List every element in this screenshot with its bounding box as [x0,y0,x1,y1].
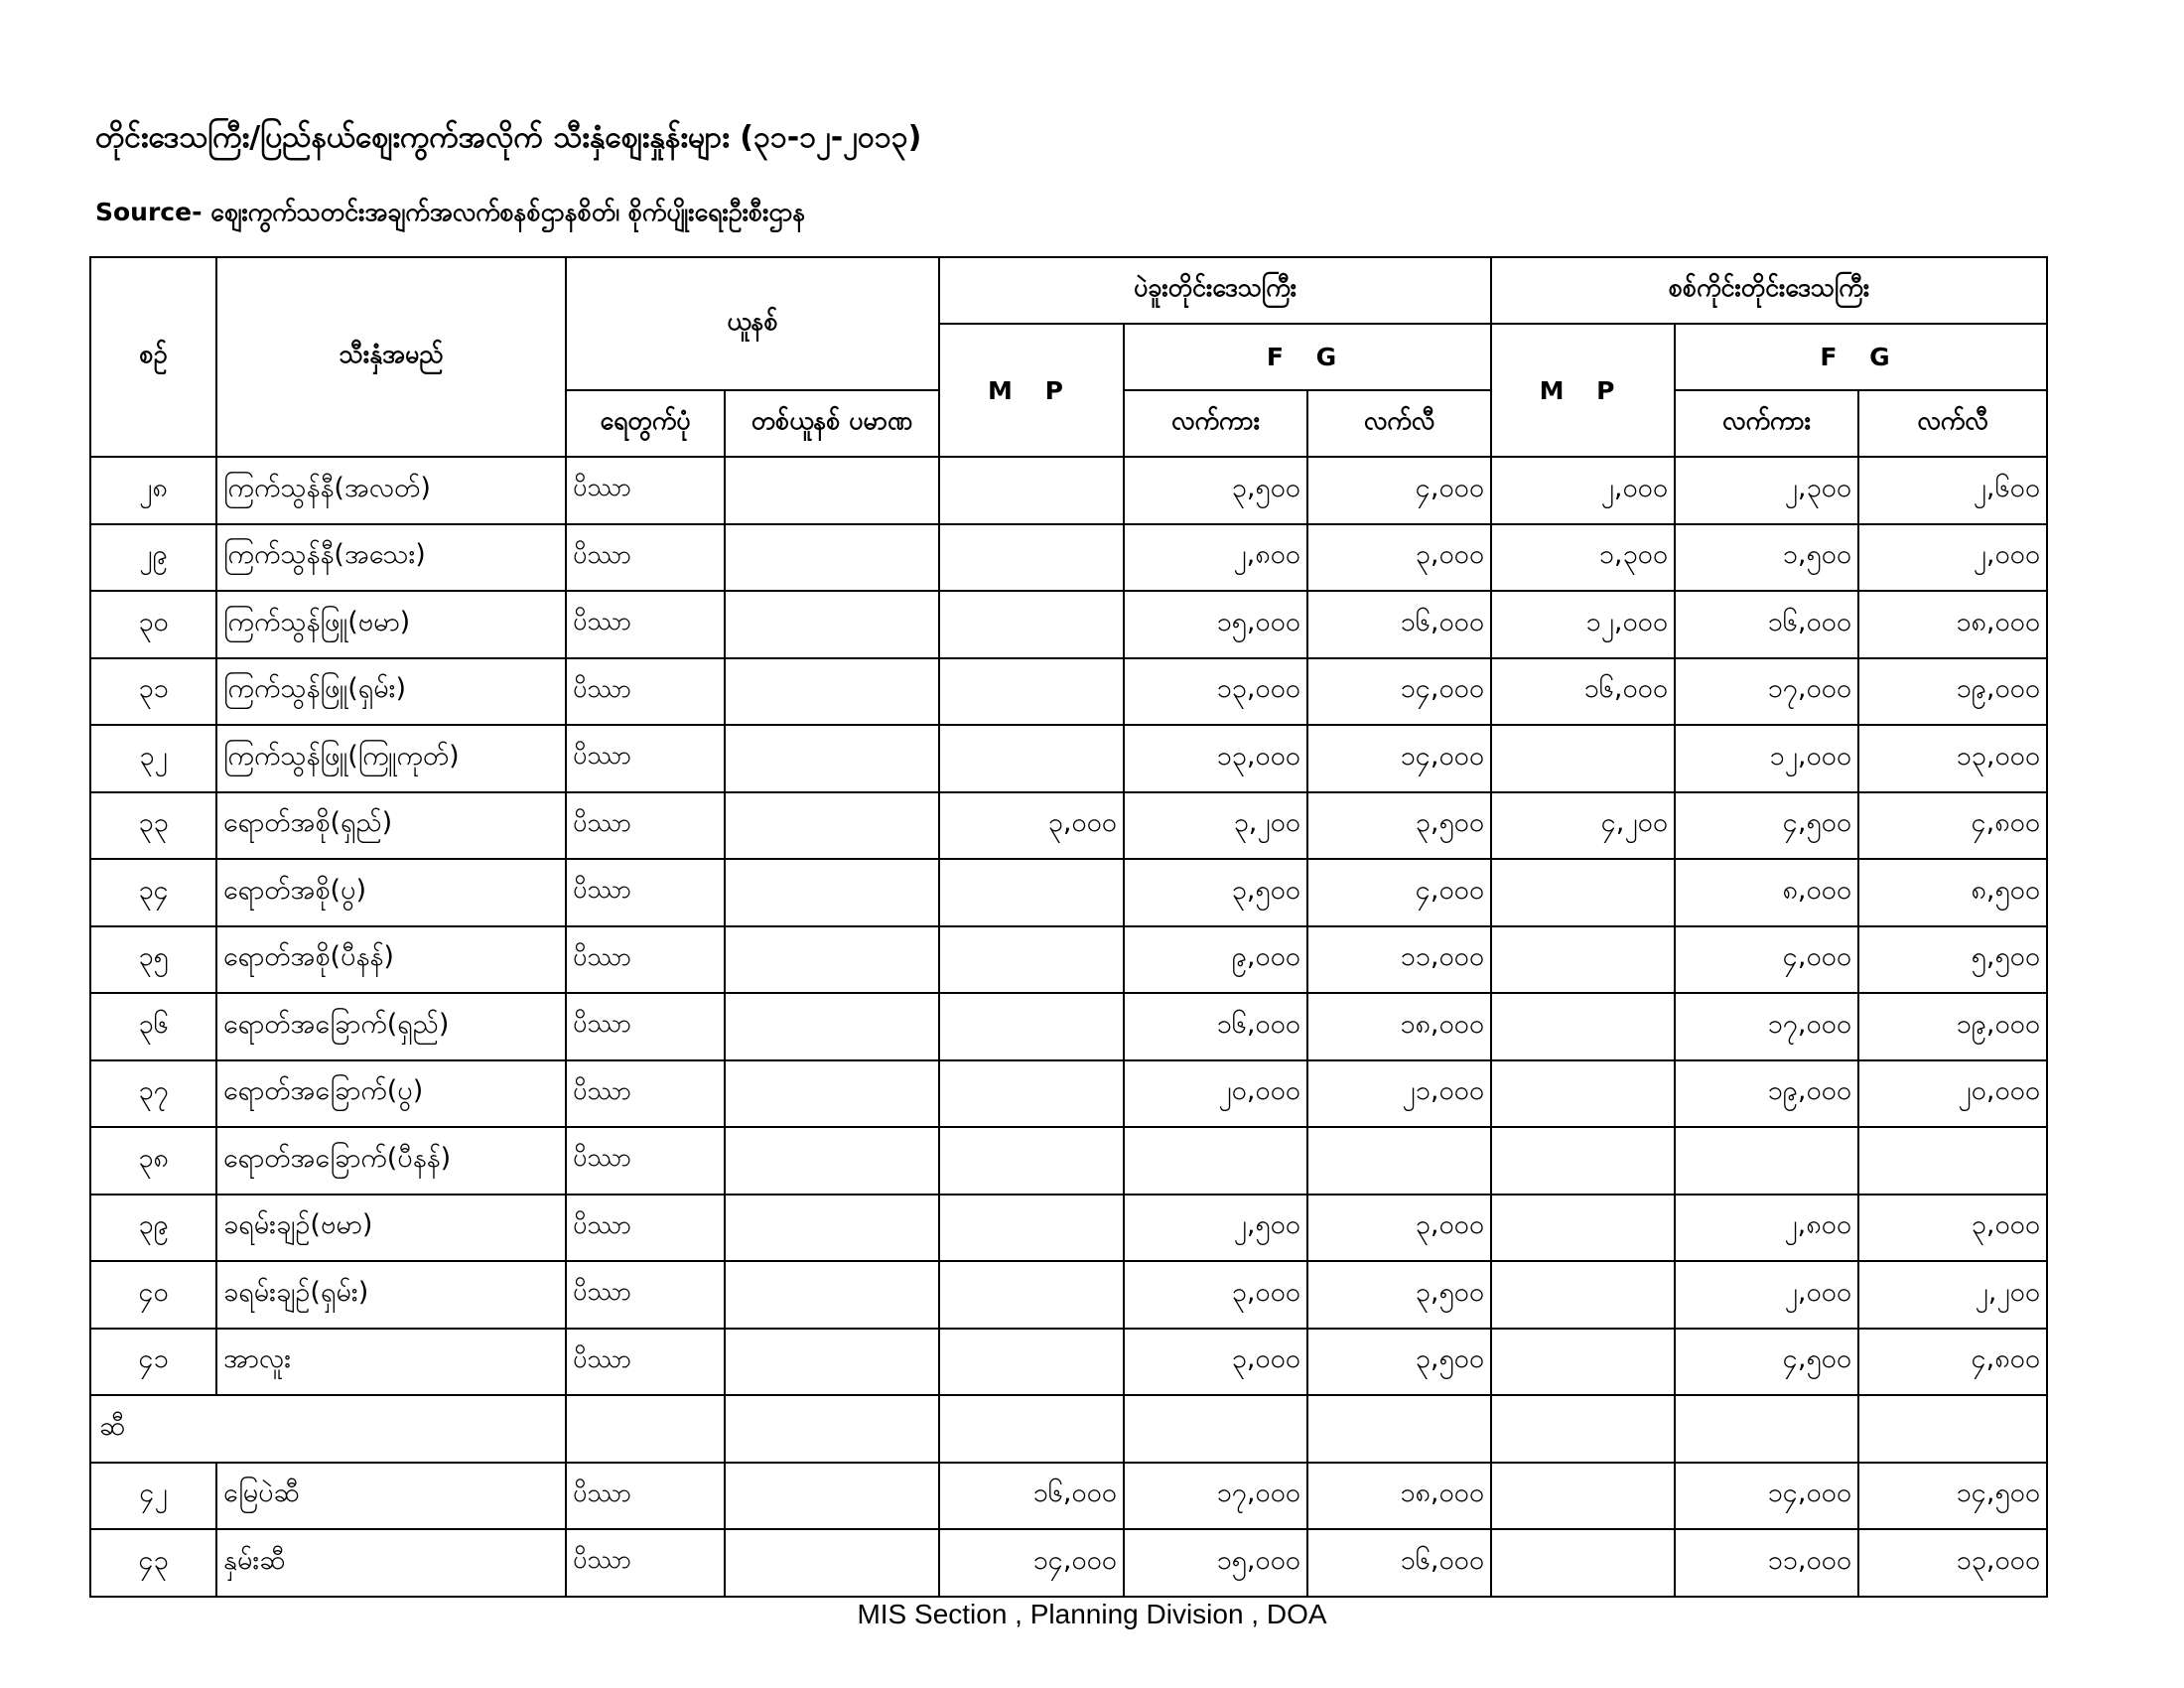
cell-sagaing-mp: ၂,၀၀၀ [1491,457,1675,524]
cell-unit-metric [725,1195,939,1262]
cell-name: ရောတ်အစို(ရှည်) [216,792,566,860]
cell-sagaing-wholesale: ၁၆,၀၀၀ [1675,591,1858,658]
cell-name: ခရမ်းချဉ်(ရှမ်း) [216,1261,566,1329]
cell-unit-metric [725,457,939,524]
section-row-oil [90,1395,2047,1463]
cell-unit-metric [725,658,939,726]
cell-unit: ပိဿာ [566,993,725,1060]
cell-no: ၄၂ [90,1463,216,1530]
table-row [90,1529,2047,1597]
cell-sagaing-retail: ၂,၀၀၀ [1858,524,2047,592]
col-header-unit-local: ရေတွက်ပုံ [566,390,725,457]
cell-sagaing-wholesale: ၈,၀၀၀ [1675,859,1858,926]
col-header-sagaing-fg: F G [1675,324,2047,390]
cell-sagaing-wholesale [1675,1127,1858,1195]
cell-bago-retail: ၁၄,၀၀၀ [1307,658,1491,726]
empty-cell [1858,1395,2047,1463]
col-header-bago-fg: F G [1124,324,1491,390]
cell-sagaing-mp [1491,725,1675,792]
cell-bago-wholesale: ၁၆,၀၀၀ [1124,993,1307,1060]
cell-name: ကြက်သွန်ဖြူ(ကြူကုတ်) [216,725,566,792]
cell-bago-retail: ၁၄,၀၀၀ [1307,725,1491,792]
cell-sagaing-retail: ၅,၅၀၀ [1858,926,2047,994]
cell-no: ၃၆ [90,993,216,1060]
cell-name: နှမ်းဆီ [216,1529,566,1597]
table-row [90,524,2047,592]
cell-bago-mp [939,591,1124,658]
cell-sagaing-retail: ၁၈,၀၀၀ [1858,591,2047,658]
cell-bago-mp: ၁၆,၀၀၀ [939,1463,1124,1530]
section-label: ဆီ [90,1395,566,1463]
cell-no: ၄၁ [90,1329,216,1396]
cell-bago-mp [939,658,1124,726]
cell-bago-retail: ၁၁,၀၀၀ [1307,926,1491,994]
cell-name: မြေပဲဆီ [216,1463,566,1530]
cell-sagaing-mp [1491,1463,1675,1530]
cell-sagaing-wholesale: ၁၇,၀၀၀ [1675,993,1858,1060]
cell-unit: ပိဿာ [566,725,725,792]
table-row [90,658,2047,726]
cell-bago-mp [939,1060,1124,1128]
table-row [90,792,2047,860]
cell-bago-wholesale: ၁၃,၀၀၀ [1124,658,1307,726]
table-row [90,1463,2047,1530]
cell-unit: ပိဿာ [566,658,725,726]
cell-unit: ပိဿာ [566,524,725,592]
cell-bago-mp [939,859,1124,926]
cell-unit: ပိဿာ [566,1060,725,1128]
cell-no: ၃၁ [90,658,216,726]
empty-cell [1124,1395,1307,1463]
cell-no: ၂၉ [90,524,216,592]
cell-sagaing-retail: ၁၃,၀၀၀ [1858,1529,2047,1597]
cell-sagaing-wholesale: ၂,၃၀၀ [1675,457,1858,524]
cell-sagaing-retail: ၂,၆၀၀ [1858,457,2047,524]
cell-sagaing-retail: ၃,၀၀၀ [1858,1195,2047,1262]
cell-no: ၃၄ [90,859,216,926]
col-header-sagaing-retail: လက်လီ [1858,390,2047,457]
cell-sagaing-wholesale: ၄,၅၀၀ [1675,1329,1858,1396]
cell-bago-retail: ၄,၀၀၀ [1307,457,1491,524]
col-header-sagaing-mp: M P [1491,324,1675,457]
cell-bago-wholesale: ၂၀,၀၀၀ [1124,1060,1307,1128]
cell-sagaing-wholesale: ၄,၀၀၀ [1675,926,1858,994]
cell-sagaing-mp [1491,993,1675,1060]
col-header-region-bago: ပဲခူးတိုင်းဒေသကြီး [939,257,1491,324]
table-row [90,1127,2047,1195]
cell-bago-mp [939,993,1124,1060]
col-header-bago-retail: လက်လီ [1307,390,1491,457]
cell-name: ရောတ်အခြောက်(ပီနန်) [216,1127,566,1195]
cell-bago-retail: ၂၁,၀၀၀ [1307,1060,1491,1128]
cell-bago-wholesale: ၁၅,၀၀၀ [1124,1529,1307,1597]
cell-sagaing-mp [1491,1261,1675,1329]
cell-bago-retail: ၃,၅၀၀ [1307,1329,1491,1396]
table-row [90,591,2047,658]
table-row [90,1195,2047,1262]
cell-no: ၃၅ [90,926,216,994]
cell-bago-mp [939,1329,1124,1396]
cell-bago-retail: ၁၆,၀၀၀ [1307,591,1491,658]
cell-bago-retail [1307,1127,1491,1195]
cell-bago-retail: ၃,၅၀၀ [1307,792,1491,860]
cell-no: ၃၃ [90,792,216,860]
cell-no: ၃၂ [90,725,216,792]
source-line: Source- ဈေးကွက်သတင်းအချက်အလက်စနစ်ဌာနစိတ်၊ စိုက်ပျိုးရေးဦးစီးဌာန [95,198,806,226]
col-header-bago-wholesale: လက်ကား [1124,390,1307,457]
cell-sagaing-retail: ၄,၈၀၀ [1858,1329,2047,1396]
cell-unit-metric [725,859,939,926]
cell-bago-wholesale: ၉,၀၀၀ [1124,926,1307,994]
cell-unit-metric [725,524,939,592]
cell-unit-metric [725,591,939,658]
cell-sagaing-mp [1491,1195,1675,1262]
cell-bago-retail: ၁၈,၀၀၀ [1307,993,1491,1060]
cell-bago-wholesale: ၃,၅၀၀ [1124,859,1307,926]
col-header-sagaing-wholesale: လက်ကား [1675,390,1858,457]
cell-bago-mp [939,1195,1124,1262]
cell-sagaing-retail [1858,1127,2047,1195]
cell-no: ၃၉ [90,1195,216,1262]
cell-sagaing-retail: ၁၄,၅၀၀ [1858,1463,2047,1530]
cell-unit: ပိဿာ [566,1261,725,1329]
cell-bago-retail: ၄,၀၀၀ [1307,859,1491,926]
cell-bago-retail: ၃,၅၀၀ [1307,1261,1491,1329]
cell-no: ၃၈ [90,1127,216,1195]
cell-no: ၃၀ [90,591,216,658]
cell-sagaing-wholesale: ၁၉,၀၀၀ [1675,1060,1858,1128]
cell-bago-mp [939,926,1124,994]
cell-sagaing-wholesale: ၁၇,၀၀၀ [1675,658,1858,726]
cell-sagaing-wholesale: ၁၁,၀၀၀ [1675,1529,1858,1597]
col-header-unit-metric: တစ်ယူနစ် ပမာဏ [725,390,939,457]
cell-name: ရောတ်အစို(ပီနန်) [216,926,566,994]
cell-unit: ပိဿာ [566,591,725,658]
empty-cell [1675,1395,1858,1463]
cell-sagaing-mp [1491,1127,1675,1195]
cell-name: ရောတ်အခြောက်(ရှည်) [216,993,566,1060]
col-header-name: သီးနှံအမည် [216,257,566,457]
table-row [90,993,2047,1060]
cell-bago-mp: ၃,၀၀၀ [939,792,1124,860]
col-header-unit: ယူနစ် [566,257,939,390]
cell-sagaing-wholesale: ၁၂,၀၀၀ [1675,725,1858,792]
cell-unit: ပိဿာ [566,1195,725,1262]
cell-bago-mp [939,725,1124,792]
cell-unit: ပိဿာ [566,1463,725,1530]
empty-cell [939,1395,1124,1463]
cell-sagaing-retail: ၄,၈၀၀ [1858,792,2047,860]
table-row [90,457,2047,524]
cell-unit-metric [725,1329,939,1396]
cell-unit-metric [725,993,939,1060]
cell-unit: ပိဿာ [566,792,725,860]
col-header-no: စဉ် [90,257,216,457]
cell-bago-wholesale: ၃,၂၀၀ [1124,792,1307,860]
table-row [90,1261,2047,1329]
cell-unit: ပိဿာ [566,859,725,926]
cell-unit-metric [725,1127,939,1195]
cell-unit-metric [725,1060,939,1128]
cell-name: ကြက်သွန်နီ(အသေး) [216,524,566,592]
cell-no: ၂၈ [90,457,216,524]
cell-name: ကြက်သွန်ဖြူ(ဗမာ) [216,591,566,658]
cell-sagaing-wholesale: ၁၄,၀၀၀ [1675,1463,1858,1530]
cell-sagaing-retail: ၁၉,၀၀၀ [1858,993,2047,1060]
cell-sagaing-wholesale: ၄,၅၀၀ [1675,792,1858,860]
cell-unit: ပိဿာ [566,1529,725,1597]
cell-bago-retail: ၃,၀၀၀ [1307,1195,1491,1262]
empty-cell [725,1395,939,1463]
cell-unit: ပိဿာ [566,1329,725,1396]
price-table [89,256,2048,1598]
cell-bago-wholesale: ၃,၀၀၀ [1124,1261,1307,1329]
cell-bago-wholesale: ၁၅,၀၀၀ [1124,591,1307,658]
cell-unit-metric [725,725,939,792]
cell-bago-mp [939,1261,1124,1329]
cell-name: ရောတ်အခြောက်(ပွ) [216,1060,566,1128]
cell-unit-metric [725,926,939,994]
cell-sagaing-wholesale: ၂,၈၀၀ [1675,1195,1858,1262]
cell-bago-retail: ၁၈,၀၀၀ [1307,1463,1491,1530]
cell-bago-mp [939,524,1124,592]
cell-sagaing-retail: ၁၃,၀၀၀ [1858,725,2047,792]
table-row [90,1060,2047,1128]
cell-sagaing-mp: ၄,၂၀၀ [1491,792,1675,860]
table-row [90,859,2047,926]
cell-no: ၃၇ [90,1060,216,1128]
cell-bago-wholesale: ၂,၅၀၀ [1124,1195,1307,1262]
cell-bago-retail: ၁၆,၀၀၀ [1307,1529,1491,1597]
cell-sagaing-retail: ၁၉,၀၀၀ [1858,658,2047,726]
cell-unit-metric [725,792,939,860]
page-title: တိုင်းဒေသကြီး/ပြည်နယ်ဈေးကွက်အလိုက် သီးနှံဈေးနှုန်းများ (၃၁-၁၂-၂၀၁၃) [95,120,922,155]
cell-sagaing-retail: ၂,၂၀၀ [1858,1261,2047,1329]
cell-unit: ပိဿာ [566,457,725,524]
cell-name: ရောတ်အစို(ပွ) [216,859,566,926]
cell-sagaing-mp: ၁၆,၀၀၀ [1491,658,1675,726]
empty-cell [1491,1395,1675,1463]
cell-bago-wholesale: ၁၃,၀၀၀ [1124,725,1307,792]
cell-sagaing-wholesale: ၂,၀၀၀ [1675,1261,1858,1329]
cell-sagaing-retail: ၂၀,၀၀၀ [1858,1060,2047,1128]
cell-bago-wholesale: ၃,၅၀၀ [1124,457,1307,524]
empty-cell [1307,1395,1491,1463]
cell-no: ၄၀ [90,1261,216,1329]
cell-bago-wholesale [1124,1127,1307,1195]
table-row [90,725,2047,792]
empty-cell [566,1395,725,1463]
cell-bago-retail: ၃,၀၀၀ [1307,524,1491,592]
cell-sagaing-mp [1491,1060,1675,1128]
footer: MIS Section , Planning Division , DOA [857,1599,1327,1629]
cell-name: အာလူး [216,1329,566,1396]
cell-unit-metric [725,1261,939,1329]
cell-bago-wholesale: ၃,၀၀၀ [1124,1329,1307,1396]
table-row [90,926,2047,994]
cell-name: ကြက်သွန်ဖြူ(ရှမ်း) [216,658,566,726]
cell-unit-metric [725,1529,939,1597]
cell-unit-metric [725,1463,939,1530]
cell-name: ခရမ်းချဉ်(ဗမာ) [216,1195,566,1262]
cell-sagaing-mp [1491,1329,1675,1396]
cell-sagaing-wholesale: ၁,၅၀၀ [1675,524,1858,592]
cell-sagaing-mp: ၁,၃၀၀ [1491,524,1675,592]
cell-bago-mp: ၁၄,၀၀၀ [939,1529,1124,1597]
cell-bago-wholesale: ၁၇,၀၀၀ [1124,1463,1307,1530]
cell-sagaing-mp: ၁၂,၀၀၀ [1491,591,1675,658]
cell-name: ကြက်သွန်နီ(အလတ်) [216,457,566,524]
table-row [90,1329,2047,1396]
cell-bago-mp [939,457,1124,524]
cell-unit: ပိဿာ [566,926,725,994]
col-header-bago-mp: M P [939,324,1124,457]
cell-no: ၄၃ [90,1529,216,1597]
cell-bago-mp [939,1127,1124,1195]
cell-bago-wholesale: ၂,၈၀၀ [1124,524,1307,592]
cell-sagaing-retail: ၈,၅၀၀ [1858,859,2047,926]
cell-unit: ပိဿာ [566,1127,725,1195]
cell-sagaing-mp [1491,926,1675,994]
cell-sagaing-mp [1491,859,1675,926]
cell-sagaing-mp [1491,1529,1675,1597]
col-header-region-sagaing: စစ်ကိုင်းတိုင်းဒေသကြီး [1491,257,2047,324]
